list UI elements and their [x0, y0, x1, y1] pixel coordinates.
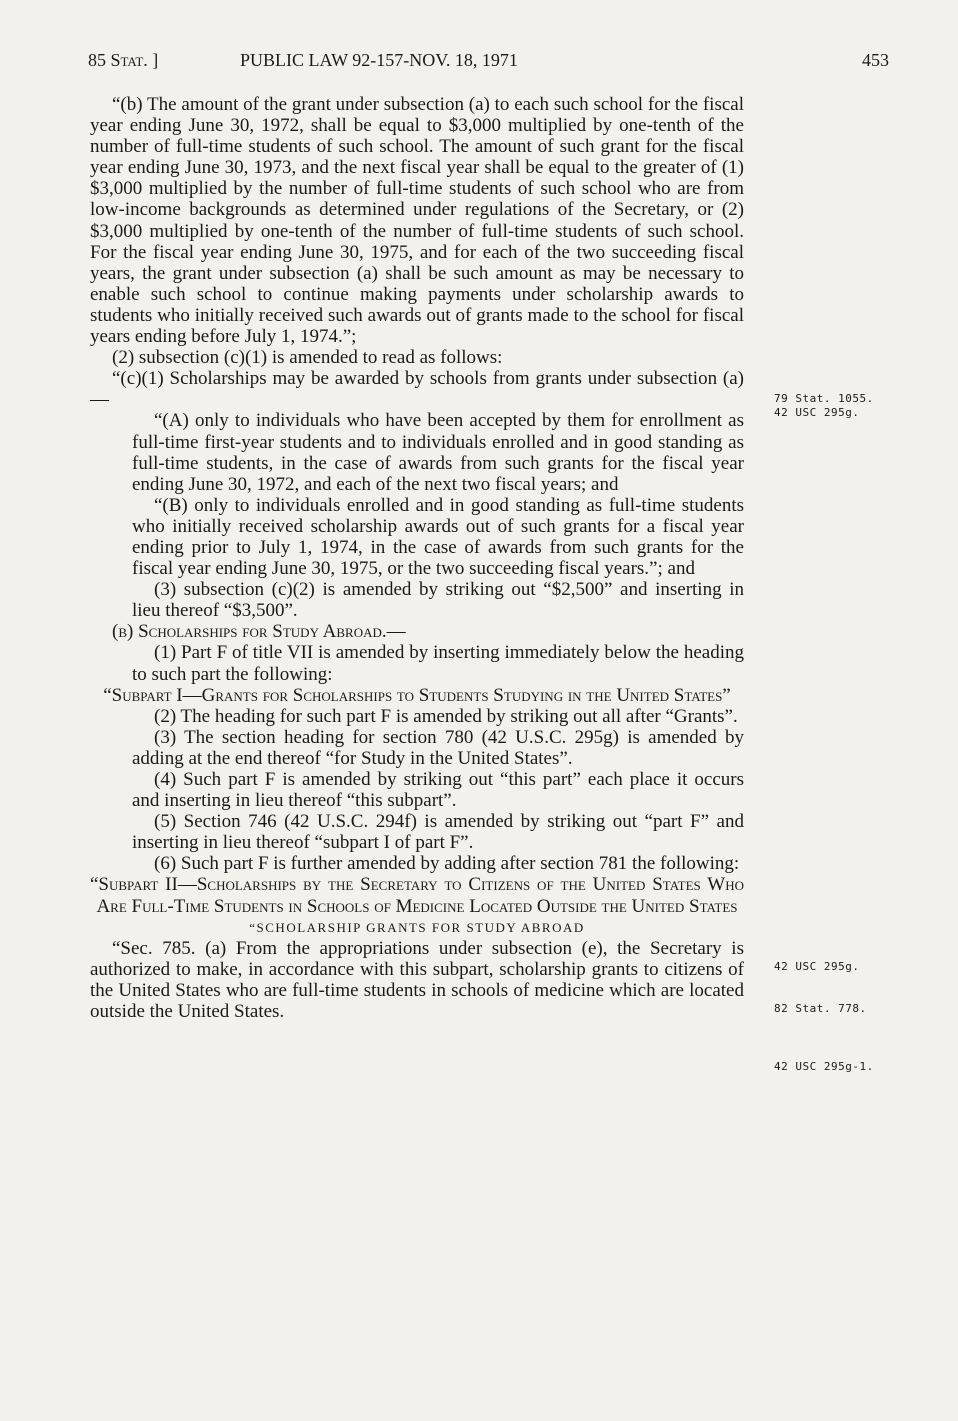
paragraph-b-grant-amount: “(b) The amount of the grant under subsection (a) to each such school for the fiscal year ending June 30, 1972, shall be equal to $3,000 multiplied by one-tenth of the number of full-time students of such school. The amount of such grant for the fiscal year ending June 30, 1973, and the next fiscal year shall be equal to the greater of (1) $3,000 multiplied by the number of full-time students of such school who are from low-income backgrounds as determined under regulations of the Secretary, or (2) $3,000 multiplied by one-tenth of the number of full-time students of such school. For the fiscal year ending June 30, 1975, and for each of the two succeeding fiscal years, the grant under subsection (a) shall be such amount as may be necessary to enable such school to continue making payments under scholarship awards to students who initially received such awards out of grants made to the school for fiscal years ending before July 1, 1974.”; — [90, 94, 744, 348]
paragraph-add-after-781: (6) Such part F is further amended by adding after section 781 the following: — [154, 853, 740, 875]
sidenote-82-stat: 82 Stat. 778. — [774, 1002, 867, 1015]
paragraph-c1-scholarships: “(c)(1) Scholarships may be awarded by schools from grants under subsection (a)— — [90, 368, 744, 411]
scholarship-grants-heading: “SCHOLARSHIP GRANTS FOR STUDY ABROAD — [249, 919, 585, 935]
header-volume: 85 Stat. ] — [88, 50, 159, 70]
section-heading-study-abroad: (b) Scholarships for Study Abroad.— — [112, 621, 406, 643]
paragraph-clause-a: “(A) only to individuals who have been accepted by them for enrollment as full-time first-year students and to individuals enrolled and in good standing as full-time students, in the case of awards from such grants for the fiscal year ending June 30, 1972, and each of the next two fiscal years; and — [132, 410, 744, 495]
page-number: 453 — [862, 50, 889, 70]
paragraph-sec-785: “Sec. 785. (a) From the appropriations under subsection (e), the Secretary is authorized to make, in accordance with this subpart, scholarship grants to citizens of the United States who are full-time students in schools of medicine which are located outside the United States. — [90, 937, 744, 1023]
document-body — [90, 94, 744, 1022]
paragraph-section-746: (5) Section 746 (42 U.S.C. 294f) is amended by striking out “part F” and inserting in lieu thereof “subpart I of part F”. — [132, 811, 744, 854]
paragraph-part-f-insert: (1) Part F of title VII is amended by inserting immediately below the heading to such part the following: — [132, 642, 744, 685]
paragraph-clause-b: “(B) only to individuals enrolled and in good standing as full-time students who initially received scholarship awards out of such grants for a fiscal year ending prior to July 1, 1974, in the case of awards from such grants for the fiscal year ending June 30, 1975, or the two succeeding fiscal years.”; and — [132, 494, 744, 580]
paragraph-amend-c2: (3) subsection (c)(2) is amended by striking out “$2,500” and inserting in lieu thereof “$3,500”. — [132, 579, 744, 622]
sidenote-line-2: 42 USC 295g. — [774, 406, 860, 419]
sidenote-79-stat — [774, 392, 874, 420]
paragraph-section-780: (3) The section heading for section 780 (42 U.S.C. 295g) is amended by adding at the end thereof “for Study in the United States”. — [132, 726, 744, 769]
paragraph-amend-c1: (2) subsection (c)(1) is amended to read as follows: — [112, 347, 503, 369]
subpart-one-heading: “Subpart I—Grants for Scholarships to Students Studying in the United States” — [103, 684, 731, 706]
paragraph-heading-amend: (2) The heading for such part F is amended by striking out all after “Grants”. — [154, 705, 738, 727]
sidenote-line-1: 79 Stat. 1055. — [774, 392, 874, 405]
paragraph-this-part: (4) Such part F is amended by striking out “this part” each place it occurs and inserting in lieu thereof “this subpart”. — [132, 769, 744, 812]
sidenote-295g-1: 42 USC 295g-1. — [774, 1060, 874, 1073]
sidenote-295g: 42 USC 295g. — [774, 960, 860, 973]
header-title: PUBLIC LAW 92-157-NOV. 18, 1971 — [240, 50, 518, 70]
subpart-two-heading: “Subpart II—Scholarships by the Secretary to Citizens of the United States Who Are Full-Time Students in Schools of Medicine Located Outside the United States — [90, 874, 744, 917]
